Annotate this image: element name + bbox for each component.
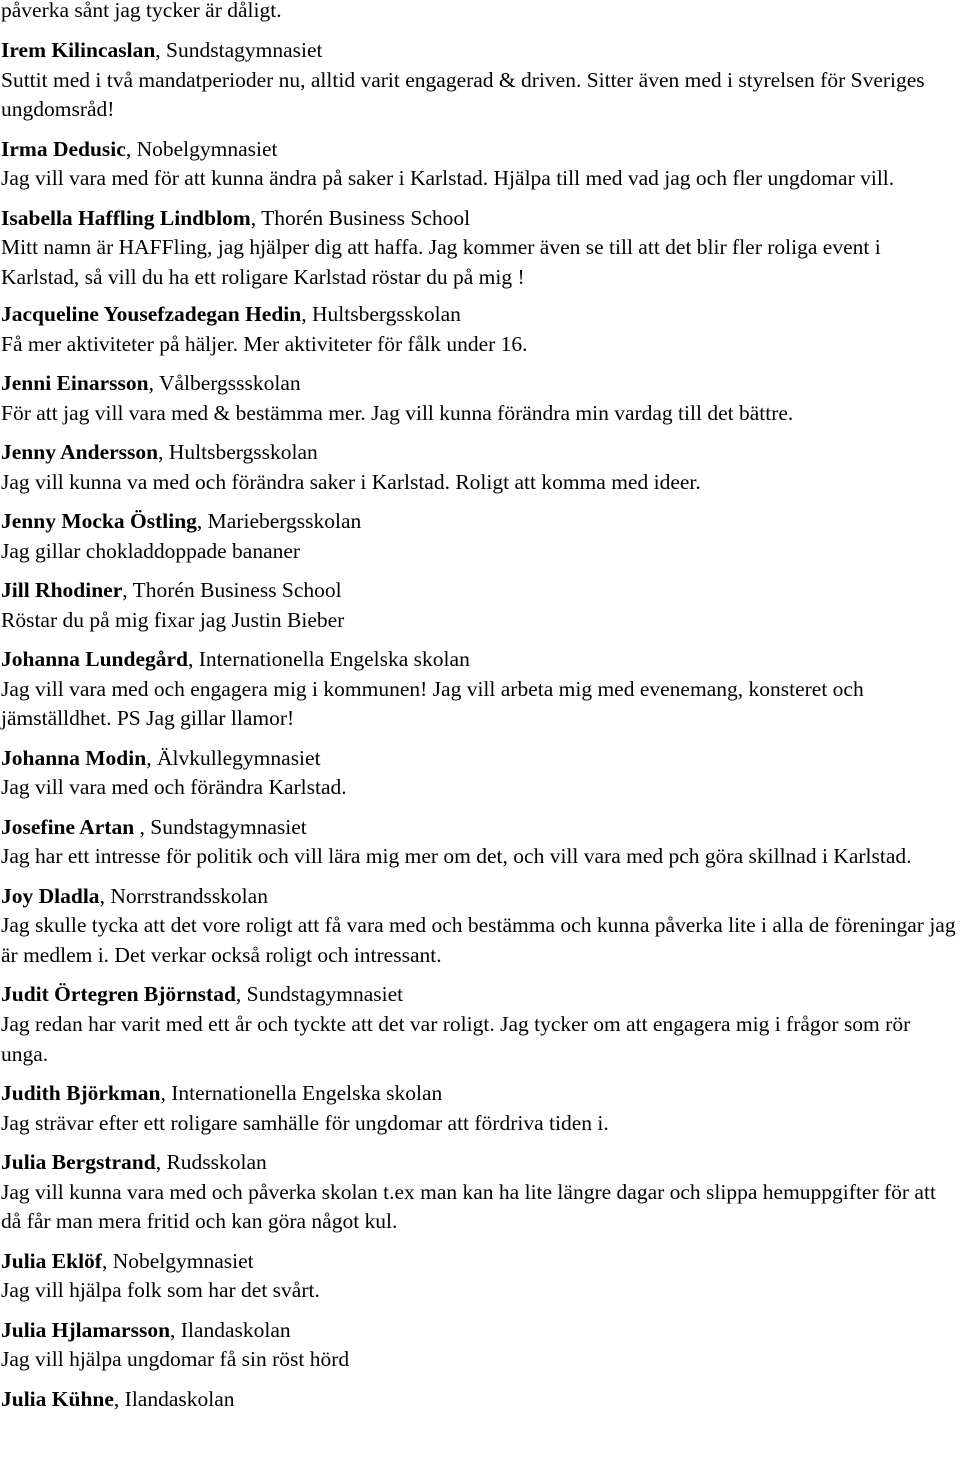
candidate-name: Joy Dladla bbox=[1, 883, 100, 908]
candidate-name: Jill Rhodiner bbox=[1, 578, 123, 603]
candidate-heading: Irem Kilincaslan, Sundstagymnasiet bbox=[1, 38, 323, 62]
candidate-name: Jenny Mocka Östling bbox=[1, 509, 197, 534]
candidate-statement: Jag redan har varit med ett år och tyckte att det var roligt. Jag tycker om att engagera mig i frågor som rör unga. bbox=[1, 1011, 911, 1066]
candidate-school: Sundstagymnasiet bbox=[246, 982, 404, 1007]
candidate-statement: Jag vill kunna va med och förändra saker i Karlstad. Roligt att komma med ideer. bbox=[1, 469, 701, 494]
candidate-school: Vålbergssskolan bbox=[158, 371, 301, 396]
candidate-heading: Johanna Lundegård, Internationella Engelska skolan bbox=[1, 647, 470, 672]
candidate-entry bbox=[1, 438, 956, 497]
candidate-entry bbox=[1, 882, 956, 971]
candidate-entry bbox=[1, 744, 956, 803]
candidate-statement: Få mer aktiviteter på häljer. Mer aktiviteter för fålk under 16. bbox=[1, 331, 528, 356]
candidate-school: Internationella Engelska skolan bbox=[198, 647, 470, 672]
candidate-school: Ilandaskolan bbox=[124, 1386, 235, 1411]
candidate-entry bbox=[1, 1148, 956, 1237]
candidate-heading: Jenny Mocka Östling, Mariebergsskolan bbox=[1, 509, 362, 534]
candidate-statement: För att jag vill vara med & bestämma mer. Jag vill kunna förändra min vardag till det bättre. bbox=[1, 400, 794, 425]
candidate-statement: Jag gillar chokladdoppade bananer bbox=[1, 538, 301, 563]
candidate-heading: Jill Rhodiner, Thorén Business School bbox=[1, 578, 342, 603]
candidate-heading: Joy Dladla, Norrstrandsskolan bbox=[1, 883, 268, 908]
candidate-name: Julia Hjlamarsson bbox=[1, 1317, 171, 1342]
candidate-name: Judit Örtegren Björnstad bbox=[1, 982, 236, 1007]
candidate-name: Isabella Haffling Lindblom bbox=[1, 205, 251, 230]
candidate-statement: Jag vill hjälpa folk som har det svårt. bbox=[1, 1278, 320, 1303]
candidate-name: Jenny Andersson bbox=[1, 440, 159, 465]
candidate-entry bbox=[1, 1079, 956, 1138]
candidate-school: Thorén Business School bbox=[261, 205, 471, 230]
candidate-heading: Judit Örtegren Björnstad, Sundstagymnasiet bbox=[1, 982, 404, 1007]
candidate-statement: Suttit med i två mandatperioder nu, alltid varit engagerad & driven. Sitter även med i styrelsen för Sveriges ungdomsråd! bbox=[1, 67, 925, 122]
candidate-heading: Julia Kühne, Ilandaskolan bbox=[1, 1386, 235, 1411]
candidate-school: Hultsbergsskolan bbox=[168, 440, 318, 465]
candidate-list bbox=[1, 36, 956, 1424]
candidate-name: Jenni Einarsson bbox=[1, 371, 149, 396]
candidate-name: Jacqueline Yousefzadegan Hedin bbox=[1, 302, 302, 327]
candidate-school: Norrstrandsskolan bbox=[110, 883, 268, 908]
candidate-statement: Jag har ett intresse för politik och vill lära mig mer om det, och vill vara med pch göra skillnad i Karlstad. bbox=[1, 844, 912, 869]
candidate-school: Sundstagymnasiet bbox=[150, 814, 307, 839]
candidate-entry bbox=[1, 645, 956, 734]
candidate-entry bbox=[1, 36, 956, 125]
candidate-heading: Julia Bergstrand, Rudsskolan bbox=[1, 1149, 267, 1174]
candidate-heading: Jenni Einarsson, Vålbergssskolan bbox=[1, 371, 301, 396]
intro-line: påverka sånt jag tycker är dåligt. bbox=[1, 0, 282, 22]
candidate-heading: Isabella Haffling Lindblom, Thorén Business School bbox=[1, 205, 471, 230]
candidate-statement: Jag vill vara med för att kunna ändra på saker i Karlstad. Hjälpa till med vad jag och fler ungdomar vill. bbox=[1, 166, 895, 191]
candidate-name: Judith Björkman bbox=[1, 1080, 161, 1105]
candidate-school: Nobelgymnasiet bbox=[112, 1248, 254, 1273]
candidate-entry bbox=[1, 1385, 956, 1415]
candidate-heading: Jenny Andersson, Hultsbergsskolan bbox=[1, 440, 318, 465]
candidate-statement: Jag strävar efter ett roligare samhälle för ungdomar att fördriva tiden i. bbox=[1, 1110, 609, 1135]
candidate-school: Sundstagymnasiet bbox=[166, 38, 323, 62]
candidate-statement: Mitt namn är HAFFling, jag hjälper dig att haffa. Jag kommer även se till att det blir fler roliga event i Karlstad, så vill du ha ett roligare Karlstad röstar du på mig ! bbox=[1, 235, 881, 289]
candidate-statement: Röstar du på mig fixar jag Justin Bieber bbox=[1, 607, 345, 632]
candidate-statement: Jag skulle tycka att det vore roligt att få vara med och bestämma och kunna påverka lite i alla de föreningar jag är medlem i. Det verkar också roligt och intressant. bbox=[1, 913, 956, 967]
candidate-entry bbox=[1, 980, 956, 1069]
candidate-entry bbox=[1, 300, 956, 359]
candidate-entry bbox=[1, 576, 956, 635]
candidate-entry bbox=[1, 813, 956, 872]
candidate-entry bbox=[1, 1247, 956, 1306]
candidate-heading: Judith Björkman, Internationella Engelska skolan bbox=[1, 1080, 443, 1105]
candidate-statement: Jag vill hjälpa ungdomar få sin röst hörd bbox=[1, 1347, 350, 1372]
candidate-statement: Jag vill kunna vara med och påverka skolan t.ex man kan ha lite längre dagar och slippa hemuppgifter för att då får man mera fritid och kan göra något kul. bbox=[1, 1179, 936, 1234]
candidate-school: Mariebergsskolan bbox=[207, 509, 362, 534]
candidate-school: Nobelgymnasiet bbox=[136, 136, 278, 161]
candidate-school: Ilandaskolan bbox=[180, 1317, 291, 1342]
candidate-heading: Irma Dedusic, Nobelgymnasiet bbox=[1, 136, 278, 161]
candidate-name: Johanna Modin bbox=[1, 745, 147, 770]
candidate-entry bbox=[1, 369, 956, 428]
candidate-statement: Jag vill vara med och engagera mig i kommunen! Jag vill arbeta mig med evenemang, konsteret och jämställdhet. PS Jag gillar llamor! bbox=[1, 676, 864, 731]
candidate-school: Thorén Business School bbox=[132, 578, 342, 603]
candidate-name: Josefine Artan bbox=[1, 814, 140, 839]
candidate-name: Julia Kühne bbox=[1, 1386, 114, 1411]
candidate-name: Johanna Lundegård bbox=[1, 647, 189, 672]
candidate-entry bbox=[1, 507, 956, 566]
candidate-school: Rudsskolan bbox=[166, 1149, 267, 1174]
candidate-name: Irma Dedusic bbox=[1, 136, 126, 161]
candidate-school: Älvkullegymnasiet bbox=[156, 745, 321, 770]
candidate-name: Julia Eklöf bbox=[1, 1248, 102, 1273]
candidate-statement: Jag vill vara med och förändra Karlstad. bbox=[1, 775, 347, 800]
candidate-school: Internationella Engelska skolan bbox=[171, 1080, 443, 1105]
candidate-heading: Johanna Modin, Älvkullegymnasiet bbox=[1, 745, 321, 770]
candidate-name: Irem Kilincaslan bbox=[1, 38, 156, 62]
candidate-heading: Julia Hjlamarsson, Ilandaskolan bbox=[1, 1317, 291, 1342]
candidate-name: Julia Bergstrand bbox=[1, 1149, 156, 1174]
candidate-school: Hultsbergsskolan bbox=[311, 302, 461, 327]
candidate-heading: Jacqueline Yousefzadegan Hedin, Hultsbergsskolan bbox=[1, 302, 461, 327]
candidate-entry bbox=[1, 204, 956, 293]
candidate-heading: Josefine Artan , Sundstagymnasiet bbox=[1, 814, 307, 839]
candidate-entry bbox=[1, 135, 956, 194]
candidate-entry bbox=[1, 1316, 956, 1375]
candidate-heading: Julia Eklöf, Nobelgymnasiet bbox=[1, 1248, 254, 1273]
